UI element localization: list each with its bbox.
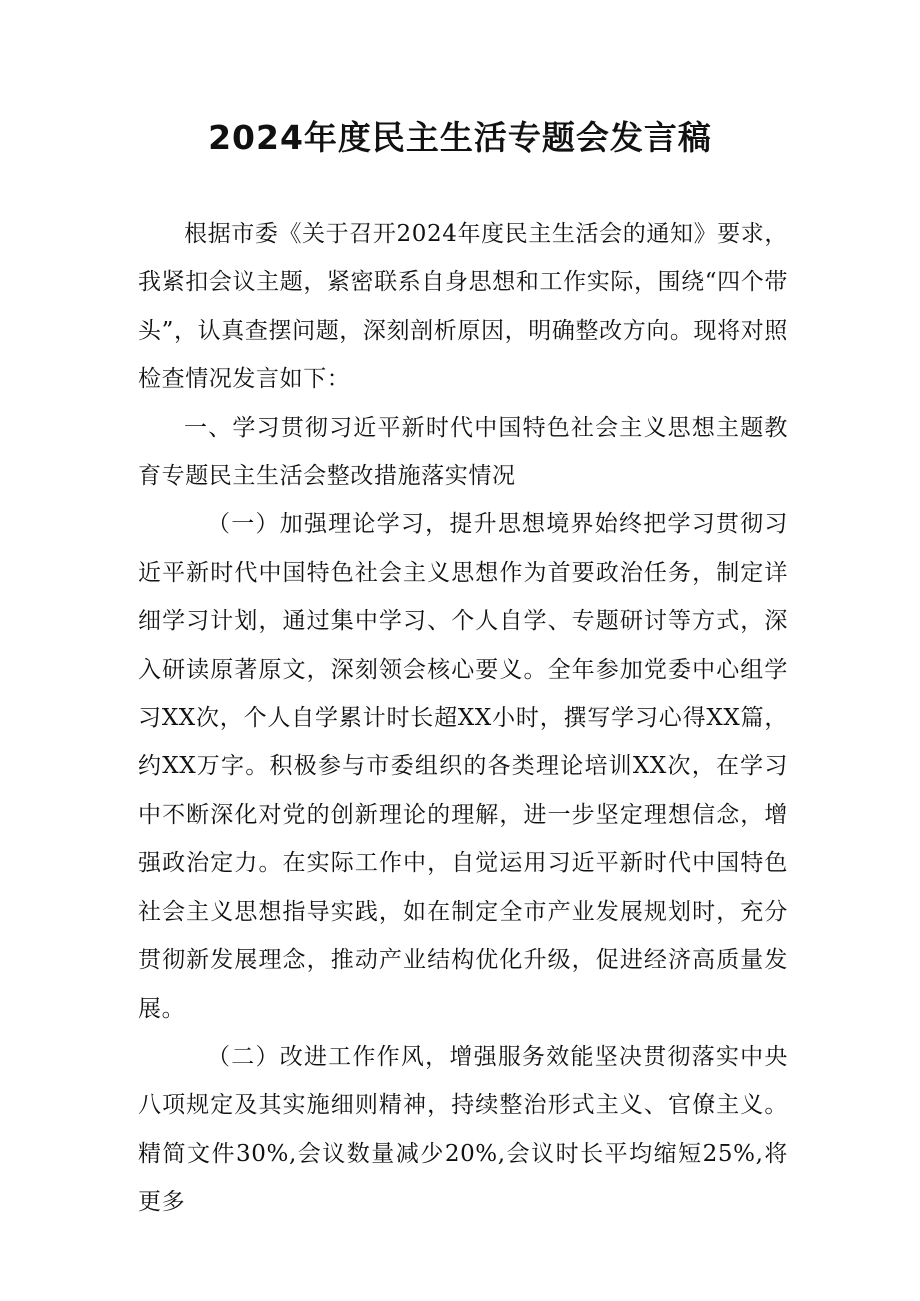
section-heading-1: 一、学习贯彻习近平新时代中国特色社会主义思想主题教育专题民主生活会整改措施落实情况 [138, 414, 788, 490]
intro-paragraph: 根据市委《关于召开2024年度民主生活会的通知》要求，我紧扣会议主题，紧密联系自身思想和工作实际，围绕“四个带头”，认真查摆问题，深刻剖析原因，明确整改方向。现将对照检查情况发言如下： [138, 221, 788, 393]
subsection-paragraph-1: （一）加强理论学习，提升思想境界始终把学习贯彻习近平新时代中国特色社会主义思想作为首要政治任务，制定详细学习计划，通过集中学习、个人自学、专题研讨等方式，深入研读原著原文，深刻领会核心要义。全年参加党委中心组学习XX次，个人自学累计时长超XX小时，撰写学习心得XX篇，约XX万字。积极参与市委组织的各类理论培训XX次，在学习中不断深化对党的创新理论的理解，进一步坚定理想信念，增强政治定力。在实际工作中，自觉运用习近平新时代中国特色社会主义思想指导实践，如在制定全市产业发展规划时，充分贯彻新发展理念，推动产业结构优化升级，促进经济高质量发展。 [138, 511, 788, 1022]
subsection-paragraph-2: （二）改进工作作风，增强服务效能坚决贯彻落实中央八项规定及其实施细则精神，持续整治形式主义、官僚主义。精简文件30%,会议数量减少20%,会议时长平均缩短25%,将更多 [138, 1043, 788, 1216]
document-body [138, 210, 788, 1227]
document-title: 2024年度民主生活专题会发言稿 [208, 118, 712, 157]
